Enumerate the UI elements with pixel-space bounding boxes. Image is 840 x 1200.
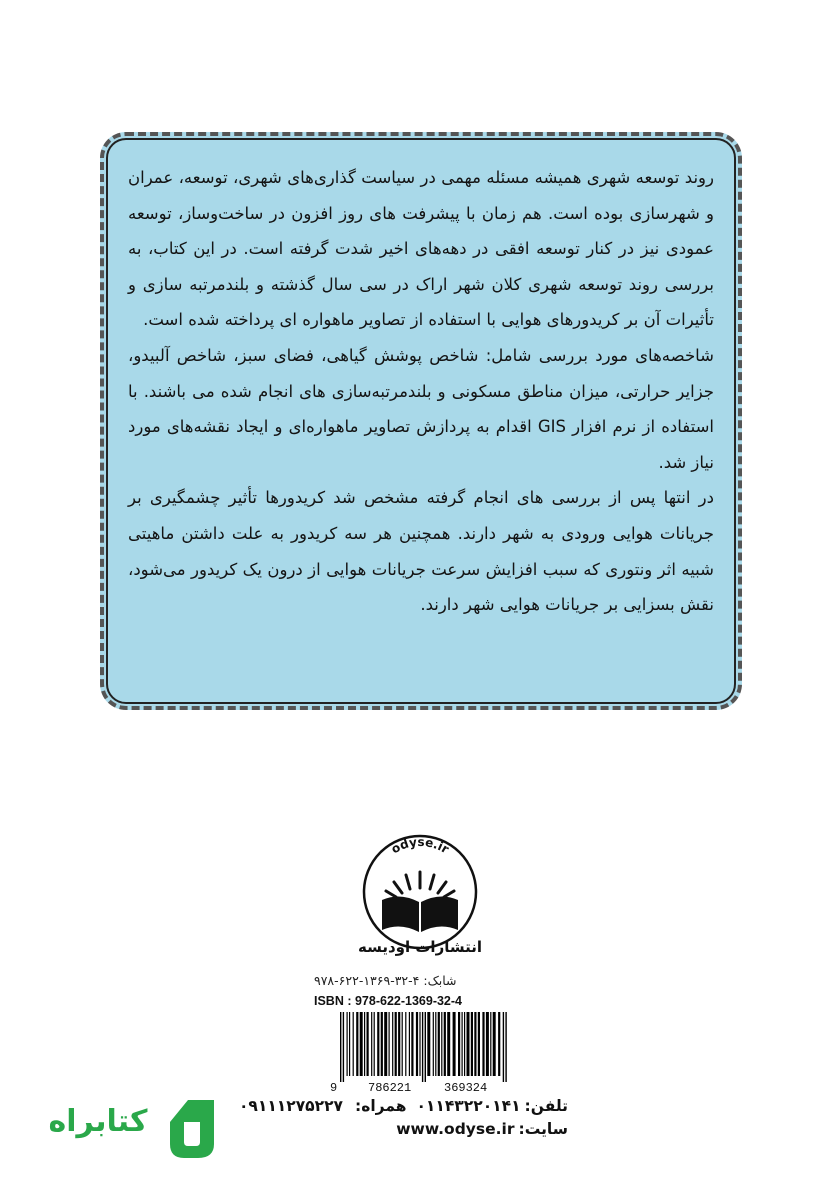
website-value: www.odyse.ir xyxy=(396,1120,515,1138)
store-name: کتابراه xyxy=(48,1104,148,1139)
isbn-english: ISBN : 978-622-1369-32-4 xyxy=(314,994,462,1008)
website-line xyxy=(268,1120,568,1138)
publisher-logo-text: odyse.ir xyxy=(388,834,452,857)
mobile-value: ۰۹۱۱۱۲۷۵۲۲۷ xyxy=(238,1097,344,1115)
phone-line xyxy=(238,1097,568,1115)
blurb-paragraph-3: در انتها پس از بررسی های انجام گرفته مشخص شد کریدورها تأثیر چشمگیری بر جریانات هوایی ورودی به شهر دارند. همچنین هر سه کریدور به علت داشتن ماهیتی شبیه اثر ونتوری که سبب افزایش سرعت جریانات هوایی از درون یک کریدور می‌شود، نقش بسزایی بر جریانات هوایی شهر دارند. xyxy=(128,488,714,615)
phone-value: ۰۱۱۴۳۲۲۰۱۴۱ xyxy=(416,1097,521,1115)
publisher-name: انتشارات اودیسه xyxy=(357,938,483,956)
store-book-icon xyxy=(170,1100,214,1158)
barcode-digit-left: 9 xyxy=(330,1081,338,1094)
blurb-text xyxy=(128,160,714,623)
barcode-digits-middle: 786221 xyxy=(368,1081,412,1094)
blurb-paragraph-1: روند توسعه شهری همیشه مسئله مهمی در سیاست گذاری‌های شهری، توسعه، عمران و شهرسازی بوده است. هم زمان با پیشرفت های روز افزون در ساخت‌وساز، توسعه عمودی نیز در کنار توسعه افقی در دهه‌های اخیر شدت گرفته است. در این کتاب، به بررسی روند توسعه شهری کلان شهر اراک در سی سال گذشته و بلندمرتبه سازی و تأثیرات آن بر کریدورهای هوایی با استفاده از تصاویر ماهواره ای پرداخته شده است. xyxy=(128,168,714,330)
blurb-box xyxy=(100,132,742,710)
website-label: سایت: xyxy=(518,1120,568,1138)
book-icon xyxy=(382,872,458,932)
barcode-digits-right: 369324 xyxy=(444,1081,488,1094)
isbn-persian: شابک: ۴-۳۲-۱۳۶۹-۶۲۲-۹۷۸ xyxy=(314,973,457,988)
blurb-paragraph-2: شاخصه‌های مورد بررسی شامل: شاخص پوشش گیاهی، فضای سبز، شاخص آلبیدو، جزایر حرارتی، میزان مناطق مسکونی و بلندمرتبه‌سازی های انجام شده می باشند. با استفاده از نرم افزار GIS اقدام به پردازش تصاویر ماهواره‌ای و ایجاد نقشه‌های مورد نیاز شد. xyxy=(128,345,714,472)
isbn-barcode xyxy=(326,1010,516,1094)
barcode-bars xyxy=(340,1012,507,1082)
phone-label: تلفن: xyxy=(524,1097,568,1115)
mobile-label: همراه: xyxy=(355,1097,407,1115)
